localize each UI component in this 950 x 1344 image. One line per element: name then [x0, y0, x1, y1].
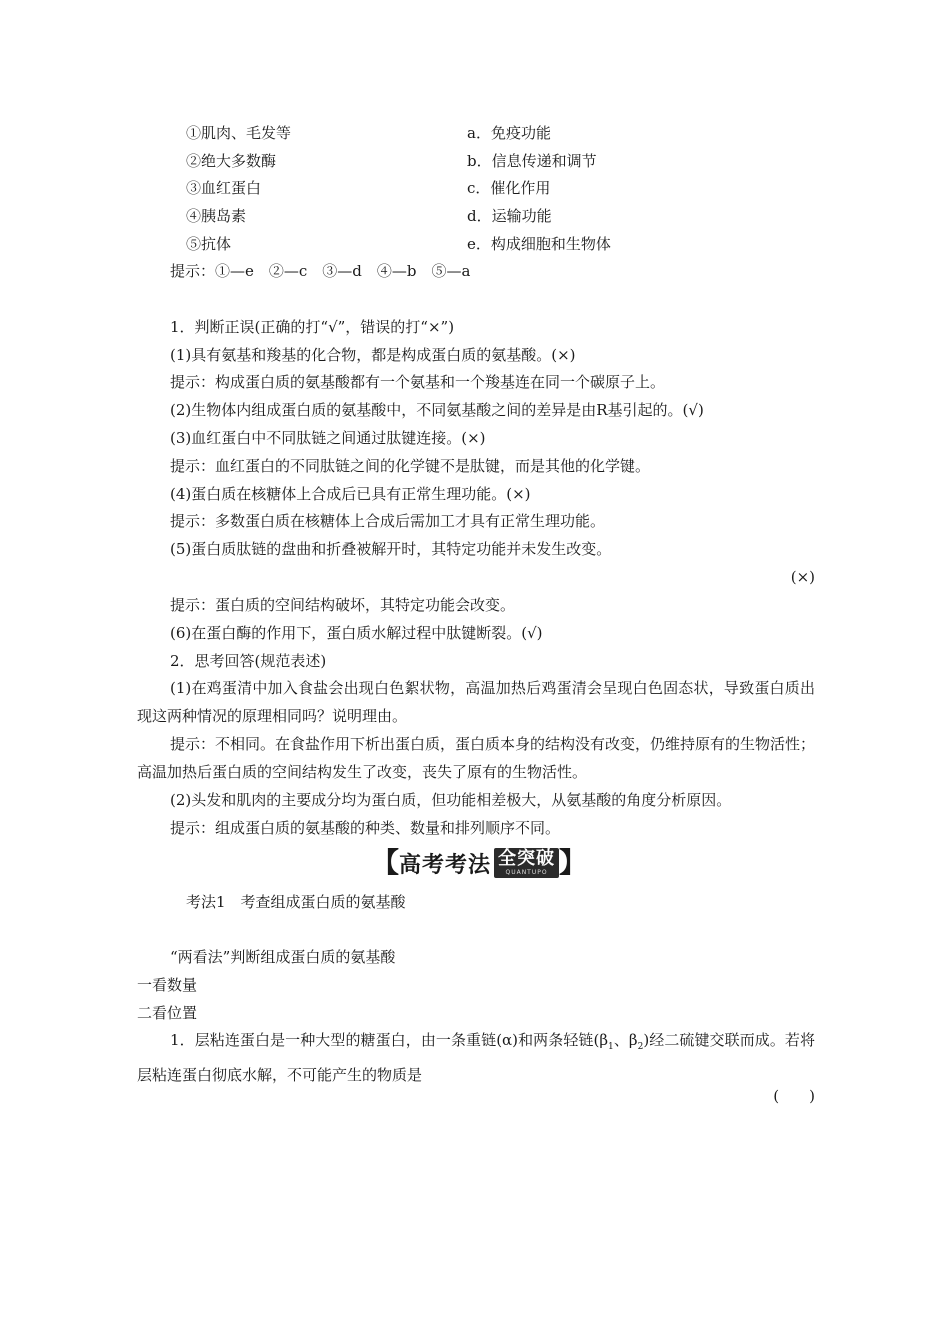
question-text-b: 、β — [613, 1031, 638, 1049]
match-right-4: d．运输功能 — [467, 207, 552, 225]
match-right-1: a．免疫功能 — [467, 124, 551, 142]
match-left-1: ①肌肉、毛发等 — [186, 124, 292, 142]
banner-badge — [494, 848, 559, 878]
think-h1: 提示：不相同。在食盐作用下析出蛋白质，蛋白质本身的结构没有改变，仍维持原有的生物活性；高温加热后蛋白质的空间结构发生了改变，丧失了原有的生物活性。 — [137, 735, 816, 781]
judge-h1: 提示：构成蛋白质的氨基酸都有一个氨基和一个羧基连在同一个碳原子上。 — [170, 373, 666, 391]
banner-open-bracket: 【 — [371, 846, 400, 879]
judge-h4: 提示：多数蛋白质在核糖体上合成后需加工才具有正常生理功能。 — [170, 512, 606, 530]
question-sub-1: 1 — [608, 1042, 614, 1052]
judge-heading: 1．判断正误(正确的打“√”，错误的打“×”) — [170, 318, 455, 336]
match-row-1 — [186, 122, 786, 144]
match-right-3: c．催化作用 — [467, 179, 551, 197]
method-title: 考法1 考查组成蛋白质的氨基酸 — [186, 893, 406, 911]
think-heading: 2．思考回答(规范表述) — [170, 652, 327, 670]
match-row-5 — [186, 233, 786, 255]
match-row-2 — [186, 150, 786, 172]
judge-q2: (2)生物体内组成蛋白质的氨基酸中，不同氨基酸之间的差异是由R基引起的。(√) — [170, 401, 704, 419]
banner-badge-text: 全突破 — [498, 848, 556, 869]
banner-badge-sub: QUANTUPO — [505, 869, 548, 876]
match-right-5: e．构成细胞和生物体 — [467, 235, 611, 253]
banner-title: 高考考法 — [399, 852, 492, 878]
match-right-2: b．信息传递和调节 — [467, 152, 597, 170]
answer-bracket: ( ) — [773, 1087, 815, 1105]
think-q1: (1)在鸡蛋清中加入食盐会出现白色絮状物，高温加热后鸡蛋清会呈现白色固态状，导致蛋白质出现这两种情况的原理相同吗？说明理由。 — [137, 679, 815, 725]
banner-close-bracket: 】 — [559, 846, 588, 879]
judge-q5-mark: (×) — [790, 568, 815, 586]
question-text — [137, 1026, 815, 1089]
judge-q6: (6)在蛋白酶的作用下，蛋白质水解过程中肽键断裂。(√) — [170, 624, 543, 642]
match-left-3: ③血红蛋白 — [186, 179, 262, 197]
judge-q4: (4)蛋白质在核糖体上合成后已具有正常生理功能。(×) — [170, 485, 531, 503]
question-text-a: 1．层粘连蛋白是一种大型的糖蛋白，由一条重链(α)和两条轻链(β — [170, 1031, 609, 1049]
judge-q1: (1)具有氨基和羧基的化合物，都是构成蛋白质的氨基酸。(×) — [170, 346, 576, 364]
section-banner — [371, 846, 591, 880]
match-left-5: ⑤抗体 — [186, 235, 232, 253]
judge-h3: 提示：血红蛋白的不同肽链之间的化学键不是肽键，而是其他的化学键。 — [170, 457, 651, 475]
question-sub-2: 2 — [637, 1042, 644, 1052]
match-left-4: ④胰岛素 — [186, 207, 247, 225]
judge-q5: (5)蛋白质肽链的盘曲和折叠被解开时，其特定功能并未发生改变。 — [170, 540, 612, 558]
think-q2: (2)头发和肌肉的主要成分均为蛋白质，但功能相差极大，从氨基酸的角度分析原因。 — [170, 791, 732, 809]
judge-h5: 提示：蛋白质的空间结构破坏，其特定功能会改变。 — [170, 596, 516, 614]
match-row-4 — [186, 205, 786, 227]
method-rule: “两看法”判断组成蛋白质的氨基酸 — [170, 948, 396, 966]
match-left-2: ②绝大多数酶 — [186, 152, 277, 170]
think-h2: 提示：组成蛋白质的氨基酸的种类、数量和排列顺序不同。 — [170, 819, 561, 837]
match-hint: 提示：①—e ②—c ③—d ④—b ⑤—a — [170, 262, 471, 280]
method-step-2: 二看位置 — [137, 1004, 198, 1022]
match-row-3 — [186, 177, 786, 199]
method-step-1: 一看数量 — [137, 976, 198, 994]
judge-q3: (3)血红蛋白中不同肽链之间通过肽键连接。(×) — [170, 429, 486, 447]
question-text-c: )经二硫键交联而成。若将层粘连蛋白彻底水解，不可能产生的物质是 — [137, 1031, 815, 1084]
